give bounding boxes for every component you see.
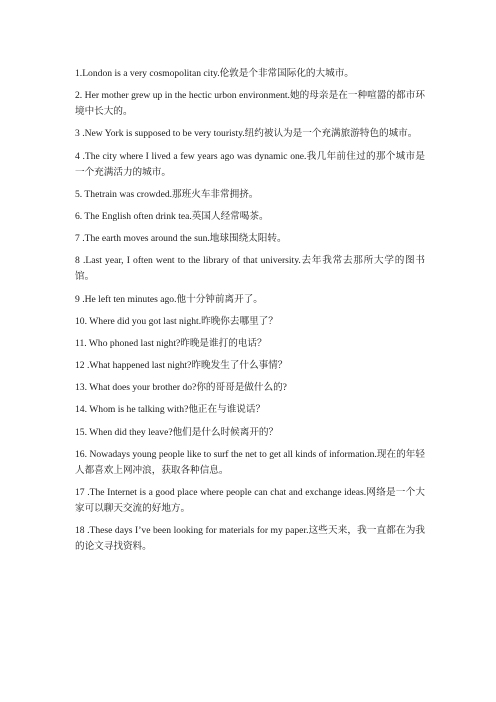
- sentence-16: 16. Nowadays young people like to surf the net to get all kinds of information.现在的年轻人都喜欢上网冲浪，获取各种信息。: [75, 448, 425, 476]
- sentence-15: 15. When did they leave?他们是什么时候离开的？: [75, 426, 279, 438]
- sentence-5: 5. Thetrain was crowded.那班火车非常拥挤。: [75, 188, 259, 200]
- sentence-6: 6. The English often drink tea.英国人经常喝茶。: [75, 210, 269, 222]
- sentence-3: 3 .New York is supposed to be very touristy.纽约被认为是一个充满旅游特色的城市。: [75, 128, 418, 140]
- sentence-4: 4 .The city where I lived a few years ago was dynamic one.我几年前住过的那个城市是一个充满活力的城市。: [75, 150, 425, 178]
- sentence-12: 12 .What happened last night?昨晚发生了什么事情？: [75, 360, 288, 372]
- sentence-8: 8 .Last year, I often went to the library of that university.去年我常去那所大学的图书馆。: [75, 255, 425, 283]
- sentence-2: 2. Her mother grew up in the hectic urbon environment.她的母亲是在一种喧嚣的都市环境中长大的。: [75, 90, 425, 118]
- sentence-10: 10. Where did you got last night.昨晚你去哪里了？: [75, 315, 278, 327]
- sentence-9: 9 .He left ten minutes ago.他十分钟前离开了。: [75, 293, 263, 305]
- sentence-14: 14. Whom is he talking with?他正在与谁说话？: [75, 404, 266, 416]
- sentence-list: [75, 66, 425, 561]
- sentence-7: 7 .The earth moves around the sun.地球围绕太阳转。: [75, 233, 287, 245]
- sentence-18: 18 .These days I’ve been looking for materials for my paper.这些天来，我一直都在为我的论文寻找资料。: [75, 525, 425, 553]
- sentence-11: 11. Who phoned last night?昨晚是谁打的电话？: [75, 337, 267, 349]
- sentence-17: 17 .The Internet is a good place where people can chat and exchange ideas.网络是一个大家可以聊天交流的好地方。: [75, 487, 425, 514]
- sentence-1: 1.London is a very cosmopolitan city.伦敦是个非常国际化的大城市。: [75, 68, 354, 79]
- sentence-13: 13. What does your brother do?你的哥哥是做什么的?: [75, 382, 287, 394]
